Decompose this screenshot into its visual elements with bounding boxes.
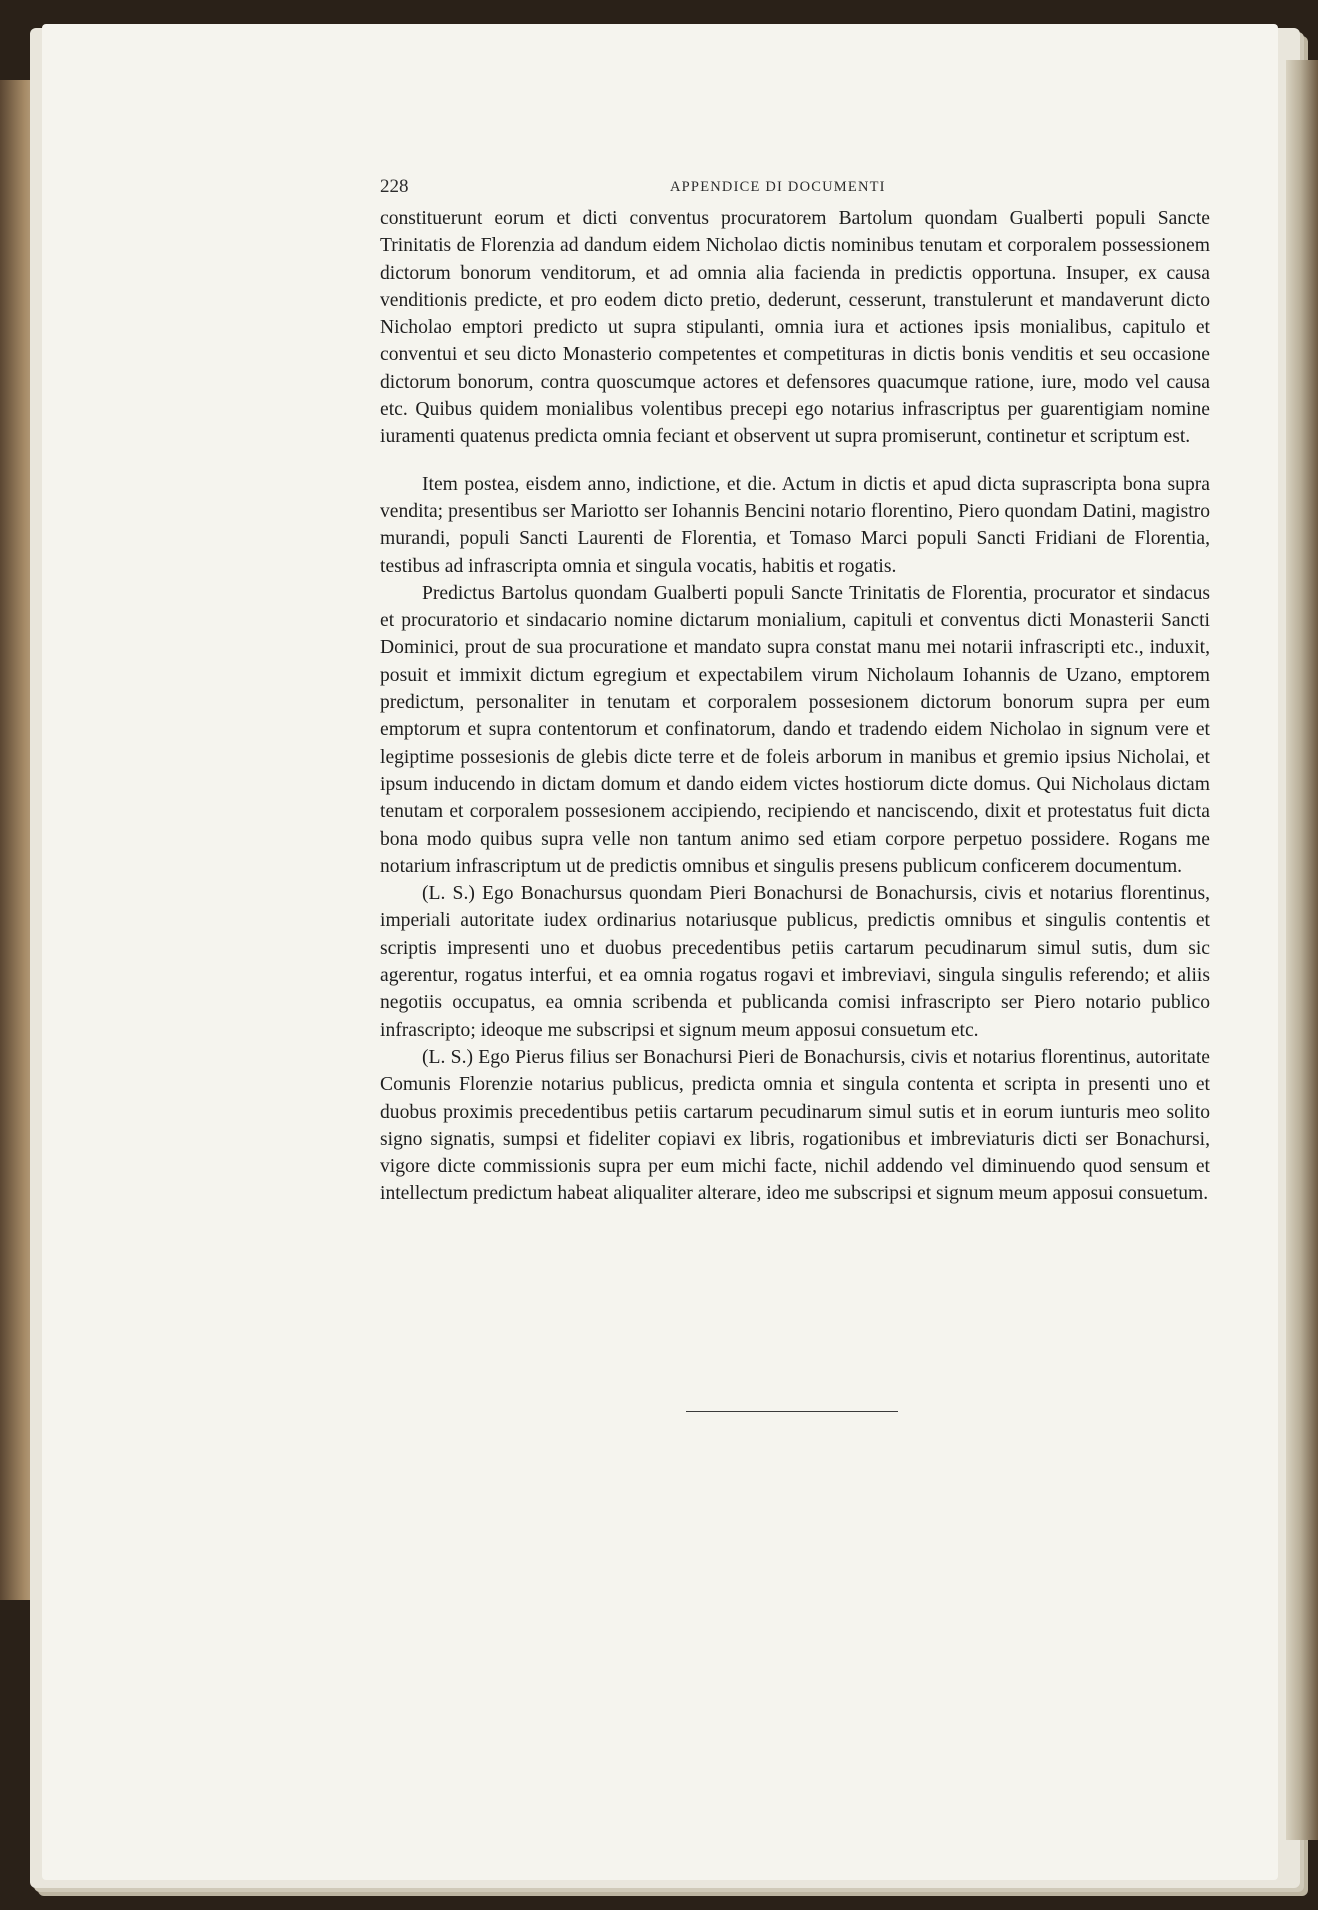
running-title: APPENDICE DI DOCUMENTI <box>670 179 886 195</box>
paragraph-item-postea: Item postea, eisdem anno, indictione, et die. Actum in dictis et apud dicta suprascripta bona supra vendita; presentibus ser Mariotto ser Iohannis Bencini notario florentino, Piero quondam Datini, magistro murandi, populi Sancti Laurenti de Florentia, et Tomaso Marci populi Sancti Fridiani de Florentia, testibus ad infrascripta omnia et singula vocatis, habitis et rogatis. <box>380 473 1210 577</box>
paragraph-predictus-bartolus: Predictus Bartolus quondam Gualberti populi Sancte Trinitatis de Florentia, procurator et sindacus et procuratorio et sindacario nomine dictarum monialium, capituli et conventus dicti Monasterii Sancti Dominici, prout de sua procuratione et mandato supra constat manu mei notarii infrascripti etc., induxit, posuit et immixit dictum egregium et expectabilem virum Nicholaum Iohannis de Uzano, emptorem predictum, personaliter in tenutam et corporalem possesionem dictorum bonorum supra per eum emptorum et supra contentorum et confinatorum, dando et tradendo eidem Nicholao in signum vere et legiptime possesionis de glebis dicte terre et de foleis arborum in manibus et gremio ipsius Nicholai, et ipsum inducendo in dictam domum et dando eidem victes hostiorum dicte domus. Qui Nicholaus dictam tenutam et corporalem possesionem accipiendo, recipiendo et nanciscendo, dixit et protestatus fuit dicta bona modo quibus supra velle non tantum animo sed etiam corpore perpetuo possidere. Rogans me notarium infrascriptum ut de predictis omnibus et singulis presens publicum conficerem documentum. <box>380 582 1210 877</box>
page-header <box>380 176 1220 198</box>
book-edge-right <box>1286 60 1318 1840</box>
end-rule <box>686 1411 898 1412</box>
page-number: 228 <box>380 176 409 197</box>
paragraph-notary-pierus: (L. S.) Ego Pierus filius ser Bonachursi Pieri de Bonachursis, civis et notarius florentinus, autoritate Comunis Florenzie notarius publicus, predicta omnia et singula contenta et scripta in presenti uno et duobus proximis precedentibus petiis cartarum pecudinarum simul sutis et in eorum iunturis meo solito signo signatis, sumpsi et fideliter copiavi ex libris, rogationibus et imbreviaturis dicti ser Bonachursi, vigore dicte commissionis supra per eum michi facte, nichil addendo vel diminuendo quod sensum et intellectum predictum habeat aliqualiter alterare, ideo me subscripsi et signum meum apposui consuetum. <box>380 1046 1210 1205</box>
paragraph-procuratorem: constituerunt eorum et dicti conventus procuratorem Bartolum quondam Gualberti populi Sancte Trinitatis de Florenzia ad dandum eidem Nicholao dictis nominibus tenutam et corporalem possessionem dictorum bonorum venditorum, et ad omnia alia facienda in predictis opportuna. Insuper, ex causa venditionis predicte, et pro eodem dicto pretio, dederunt, cesserunt, transtulerunt et mandaverunt dicto Nicholao emptori predicto ut supra stipulanti, omnia iura et actiones ipsis monialibus, capitulo et conventui et seu dicto Monasterio competentes et competituras in dictis bonis venditis et seu occasione dictorum bonorum, contra quoscumque actores et defensores quacumque ratione, iure, modo vel causa etc. Quibus quidem monialibus volentibus precepi ego notarius infrascriptus per guarentigiam nomine iuramenti quatenus predicta omnia feciant et observent ut supra promiserunt, continetur et scriptum est. <box>380 208 1210 448</box>
document-body <box>380 205 1210 1208</box>
paragraph-notary-bonachursus: (L. S.) Ego Bonachursus quondam Pieri Bonachursi de Bonachursis, civis et notarius florentinus, imperiali autoritate iudex ordinarius notariusque publicus, predictis omnibus et singulis contentis et scriptis impresenti uno et duobus precedentibus petiis cartarum pecudinarum simul sutis, dum sic agerentur, rogatus interfui, et ea omnia rogatus rogavi et imbreviavi, singula singulis referendo; et aliis negotiis occupatus, ea omnia scribenda et publicanda comisi infrascripto ser Piero notario publico infrascripto; ideoque me subscripsi et signum meum apposui consuetum etc. <box>380 883 1210 1041</box>
